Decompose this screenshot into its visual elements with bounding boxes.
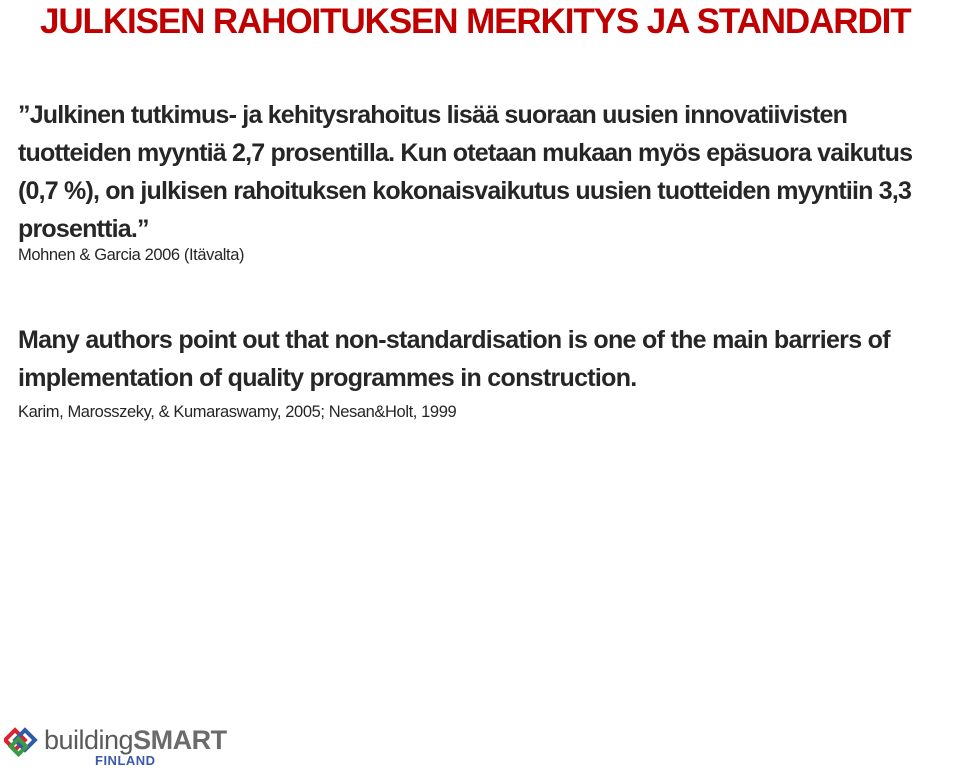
english-statement: Many authors point out that non-standardisation is one of the main barriers of implementation of quality programmes in construction. bbox=[18, 326, 890, 392]
buildingsmart-logo bbox=[4, 718, 227, 768]
logo-word-strong: SMART bbox=[133, 725, 227, 755]
buildingsmart-mark-icon bbox=[4, 722, 42, 760]
logo-country: FINLAND bbox=[95, 753, 156, 768]
finnish-quote: ”Julkinen tutkimus- ja kehitysrahoitus lisää suoraan uusien innovatiivisten tuotteiden myyntiä 2,7 prosentilla. Kun otetaan mukaan myös epäsuora vaikutus (0,7 %), on julkisen rahoituksen kokonaisvaikutus uusien tuotteiden myyntiin 3,3 prosenttia.” bbox=[18, 101, 913, 243]
statement-citation: Karim, Marosszeky, & Kumaraswamy, 2005; Nesan&Holt, 1999 bbox=[18, 403, 457, 421]
logo-word-light: building bbox=[44, 725, 134, 755]
quote-citation: Mohnen & Garcia 2006 (Itävalta) bbox=[18, 246, 245, 264]
slide-title: JULKISEN RAHOITUKSEN MERKITYS JA STANDARDIT bbox=[40, 2, 911, 41]
logo-wordmark bbox=[44, 724, 227, 756]
